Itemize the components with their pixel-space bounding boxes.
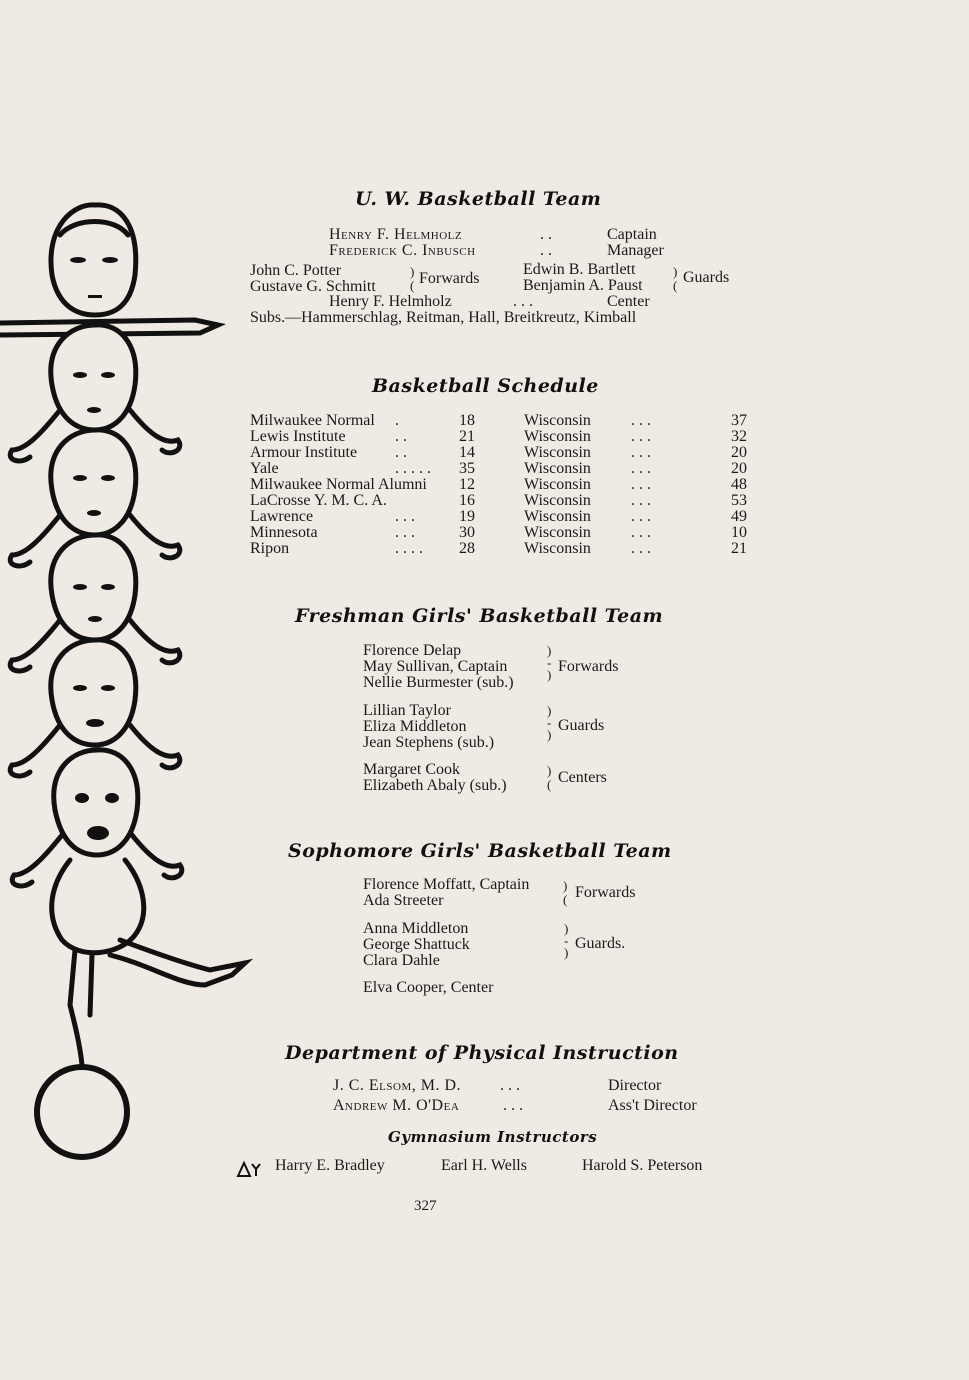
department-title: Department of Physical Instruction (285, 1042, 679, 1064)
schedule-opponent: Milwaukee Normal Alumni (250, 476, 427, 493)
sophomore-forwards-brace: ) ( (563, 878, 568, 907)
uw-manager-dots: . . (540, 242, 552, 259)
freshman-forward-2: May Sullivan, Captain (363, 658, 508, 675)
sophomore-forward-2: Ada Streeter (363, 892, 444, 909)
schedule-opponent-score: 14 (459, 444, 475, 461)
schedule-team-dots: . . . (631, 412, 651, 429)
totem-illustration (0, 195, 260, 1170)
schedule-opponent: Milwaukee Normal (250, 412, 375, 429)
schedule-team-score: 48 (731, 476, 747, 493)
sophomore-forwards-label: Forwards (575, 884, 636, 901)
schedule-opponent-score: 19 (459, 508, 475, 525)
schedule-opponent-dots: . (395, 412, 399, 429)
freshman-centers-label: Centers (558, 769, 607, 786)
schedule-opponent-dots: . . . (395, 508, 415, 525)
schedule-opponent-score: 35 (459, 460, 475, 477)
freshman-guards-label: Guards (558, 717, 605, 734)
schedule-title: Basketball Schedule (372, 375, 599, 397)
uw-team-title: U. W. Basketball Team (355, 188, 602, 210)
freshman-forwards-label: Forwards (558, 658, 619, 675)
instructor-3: Harold S. Peterson (582, 1157, 703, 1174)
schedule-opponent: Lawrence (250, 508, 314, 525)
freshman-center-2: Elizabeth Abaly (sub.) (363, 777, 507, 794)
freshman-guards-brace: ) - ) (547, 703, 552, 742)
uw-captain-dots: . . (540, 226, 552, 243)
schedule-team: Wisconsin (524, 444, 591, 461)
freshman-guard-3: Jean Stephens (sub.) (363, 734, 495, 751)
schedule-team-dots: . . . (631, 524, 651, 541)
schedule-team: Wisconsin (524, 460, 591, 477)
sophomore-forward-1: Florence Moffatt, Captain (363, 876, 530, 893)
schedule-team-score: 49 (731, 508, 747, 525)
schedule-opponent-score: 21 (459, 428, 475, 445)
schedule-team-score: 53 (731, 492, 747, 509)
sophomore-guard-1: Anna Middleton (363, 920, 469, 937)
schedule-opponent: LaCrosse Y. M. C. A. (250, 492, 387, 509)
schedule-opponent: Lewis Institute (250, 428, 346, 445)
freshman-center-1: Margaret Cook (363, 761, 461, 778)
uw-forwards-brace: ) ( (410, 264, 415, 293)
schedule-team-dots: . . . (631, 428, 651, 445)
uw-forward-2: Gustave G. Schmitt (250, 278, 376, 295)
uw-captain-role: Captain (607, 226, 657, 243)
instructor-1: Harry E. Bradley (275, 1157, 385, 1174)
schedule-team-score: 32 (731, 428, 747, 445)
sophomore-guard-3: Clara Dahle (363, 952, 440, 969)
uw-manager-role: Manager (607, 242, 664, 259)
assistant-director-role: Ass't Director (608, 1097, 697, 1114)
freshman-guard-2: Eliza Middleton (363, 718, 467, 735)
uw-subs: Subs.—Hammerschlag, Reitman, Hall, Breitkreutz, Kimball (250, 309, 637, 326)
uw-guard-2: Benjamin A. Paust (523, 277, 643, 294)
schedule-opponent: Ripon (250, 540, 290, 557)
director-name: J. C. Elsom, M. D. (333, 1077, 462, 1094)
uw-manager-name: Frederick C. Inbusch (329, 242, 476, 259)
schedule-team: Wisconsin (524, 476, 591, 493)
schedule-team-score: 20 (731, 460, 747, 477)
schedule-team-score: 10 (731, 524, 747, 541)
greek-letters-mark (236, 1160, 264, 1178)
page-number: 327 (414, 1198, 437, 1214)
uw-guard-1: Edwin B. Bartlett (523, 261, 636, 278)
schedule-opponent-score: 16 (459, 492, 475, 509)
schedule-team-dots: . . . (631, 540, 651, 557)
freshman-forwards-brace: ) - ) (547, 643, 552, 682)
schedule-team-dots: . . . (631, 444, 651, 461)
uw-captain-name: Henry F. Helmholz (329, 226, 463, 243)
assistant-director-dots: . . . (503, 1097, 523, 1114)
uw-center-role: Center (607, 293, 650, 310)
schedule-opponent-score: 28 (459, 540, 475, 557)
gym-instructors-title: Gymnasium Instructors (388, 1128, 598, 1146)
schedule-team: Wisconsin (524, 508, 591, 525)
uw-forward-1: John C. Potter (250, 262, 342, 279)
sophomore-guards-label: Guards. (575, 935, 626, 952)
sophomore-center: Elva Cooper, Center (363, 979, 494, 996)
schedule-opponent-dots: . . . . (395, 540, 423, 557)
uw-center-dots: . . . (513, 293, 533, 310)
schedule-opponent-dots: . . (395, 444, 407, 461)
schedule-team: Wisconsin (524, 412, 591, 429)
uw-guards-label: Guards (683, 269, 730, 286)
director-role: Director (608, 1077, 662, 1094)
schedule-team: Wisconsin (524, 540, 591, 557)
schedule-team-dots: . . . (631, 508, 651, 525)
freshman-forward-3: Nellie Burmester (sub.) (363, 674, 514, 691)
freshman-title: Freshman Girls' Basketball Team (295, 605, 664, 627)
schedule-opponent-dots: . . . (395, 524, 415, 541)
schedule-opponent: Yale (250, 460, 279, 477)
schedule-opponent-score: 30 (459, 524, 475, 541)
schedule-team-dots: . . . (631, 492, 651, 509)
assistant-director-name: Andrew M. O'Dea (333, 1097, 460, 1114)
freshman-centers-brace: ) ( (547, 763, 552, 792)
schedule-team: Wisconsin (524, 492, 591, 509)
schedule-opponent-dots: . . . . . (395, 460, 431, 477)
schedule-opponent-score: 18 (459, 412, 475, 429)
uw-forwards-label: Forwards (419, 270, 480, 287)
freshman-forward-1: Florence Delap (363, 642, 462, 659)
sophomore-guard-2: George Shattuck (363, 936, 470, 953)
director-dots: . . . (500, 1077, 520, 1094)
uw-center-name: Henry F. Helmholz (329, 293, 452, 310)
instructor-2: Earl H. Wells (441, 1157, 527, 1174)
sophomore-guards-brace: ) - ) (564, 921, 569, 960)
schedule-team-score: 37 (731, 412, 747, 429)
freshman-guard-1: Lillian Taylor (363, 702, 451, 719)
schedule-team-score: 20 (731, 444, 747, 461)
schedule-team-dots: . . . (631, 460, 651, 477)
sophomore-title: Sophomore Girls' Basketball Team (288, 840, 672, 862)
schedule-team-score: 21 (731, 540, 747, 557)
schedule-opponent-dots: . . (395, 428, 407, 445)
schedule-team-dots: . . . (631, 476, 651, 493)
schedule-opponent: Minnesota (250, 524, 318, 541)
schedule-team: Wisconsin (524, 524, 591, 541)
schedule-opponent-score: 12 (459, 476, 475, 493)
uw-guards-brace: ) ( (673, 264, 678, 293)
schedule-opponent: Armour Institute (250, 444, 358, 461)
schedule-team: Wisconsin (524, 428, 591, 445)
